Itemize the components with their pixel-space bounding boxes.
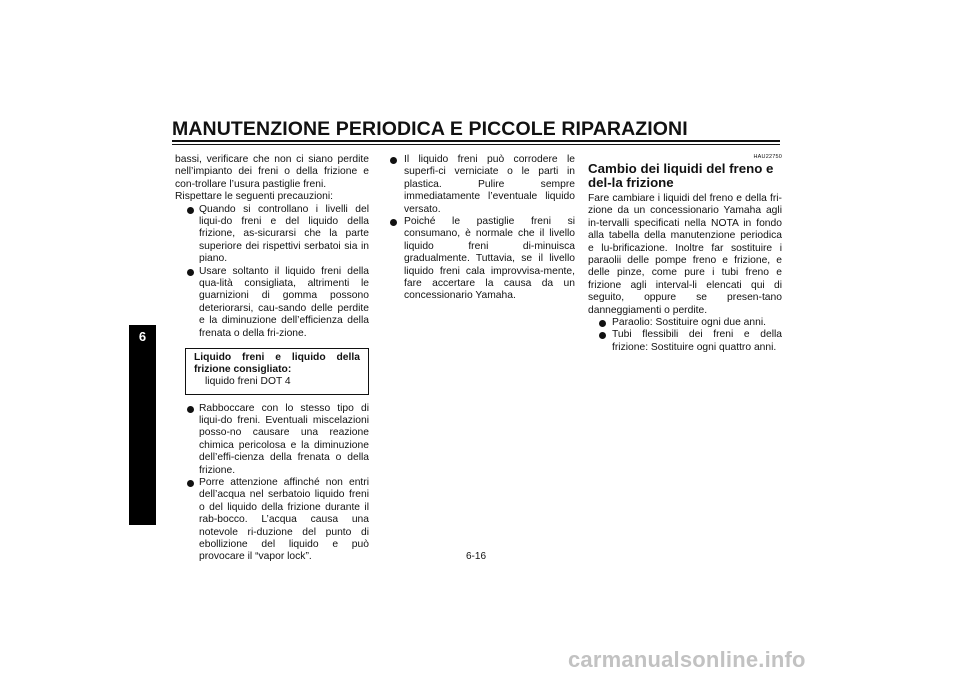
column-right [588,154,782,354]
chapter-tab [129,325,156,525]
list-item [175,266,369,340]
column-middle [390,154,575,303]
paragraph: Rispettare le seguenti precauzioni: [175,191,333,203]
header-rule-thick [172,140,780,142]
column-left [175,154,369,564]
list-item [175,403,369,477]
watermark: carmanualsonline.info [568,647,806,672]
list-item-text: Porre attenzione affinché non entri dell’acqua nel serbatoio liquido freni o del liquido della frizione durante il rab-bocco. L’acqua causa una notevole ri-duzione del punto di ebollizione del liquido e può provocare il “vapor lock”. [199,476,369,563]
paragraph: bassi, verificare che non ci siano perdite nell’impianto dei freni o della frizione e con-trollare l’usura pastiglie freni. [175,154,369,190]
paragraph: Fare cambiare i liquidi del freno e della fri-zione da un concessionario Yamaha agli in-tervalli specificati nella NOTA in fondo alla tabella della manutenzione periodica e lu-brificazione. Inoltre far sostituire i paraolii delle pompe freno e frizione, e delle pinze, come pure i tubi freno e frizione agli interval-li elencati qui di seguito, oppure se presen-tano danneggiamenti o perdite. [588,193,782,316]
chapter-number: 6 [138,329,147,344]
list-item-text: Poiché le pastiglie freni si consumano, è normale che il livello liquido freni di-minuisca gradualmente. Tuttavia, se il livello liquido freni cala improvvisa-mente, fare accertare la causa da un concessionario Yamaha. [404,216,575,302]
list-item [175,477,369,564]
bullet-icon [187,480,194,487]
list-item-text: Tubi flessibili dei freni e della frizione: Sostituire ogni quattro anni. [612,329,782,353]
bullet-list [390,154,575,303]
list-item [588,317,782,329]
spec-box [185,348,369,394]
bullet-list [175,403,369,564]
bullet-list [175,204,369,340]
section-code: HAU22750 [753,154,782,160]
bullet-icon [187,207,194,214]
section-title: Cambio dei liquidi del freno e del-la frizione [588,161,774,190]
list-item-text: Rabboccare con lo stesso tipo di liqui-do freni. Eventuali miscelazioni posso-no causare una reazione chimica pericolosa e la diminuzione dell’effi-cienza della frenata o della frizione. [199,402,369,476]
bullet-icon [187,406,194,413]
list-item-text: Il liquido freni può corrodere le superfi-ci verniciate o le parti in plastica. Pulire sempre immediatamente l’eventuale liquido versato. [404,154,575,215]
bullet-icon [599,320,606,327]
list-item [390,154,575,216]
list-item-text: Paraolio: Sostituire ogni due anni. [612,317,766,329]
header-rule-thin [172,144,780,145]
list-item-text: Usare soltanto il liquido freni della qua-lità consigliata, altrimenti le guarnizioni di gomma possono deteriorarsi, cau-sando delle perdite e la diminuzione dell’efficienza della frenata o della fri-zione. [199,265,369,339]
bullet-icon [599,332,606,339]
bullet-icon [187,269,194,276]
bullet-list [588,317,782,354]
spec-value: liquido freni DOT 4 [205,376,291,388]
list-item [175,204,369,266]
bullet-icon [390,219,397,226]
list-item-text: Quando si controllano i livelli del liqui-do freni e del liquido della frizione, as-sicurarsi che la parte superiore dei rispettivi serbatoi sia in piano. [199,203,369,265]
list-item [588,329,782,354]
page-title: MANUTENZIONE PERIODICA E PICCOLE RIPARAZIONI [172,118,688,140]
list-item [390,216,575,303]
bullet-icon [390,157,397,164]
page-number: 6-16 [466,551,487,562]
spec-title: Liquido freni e liquido della frizione consigliato: [194,352,360,376]
